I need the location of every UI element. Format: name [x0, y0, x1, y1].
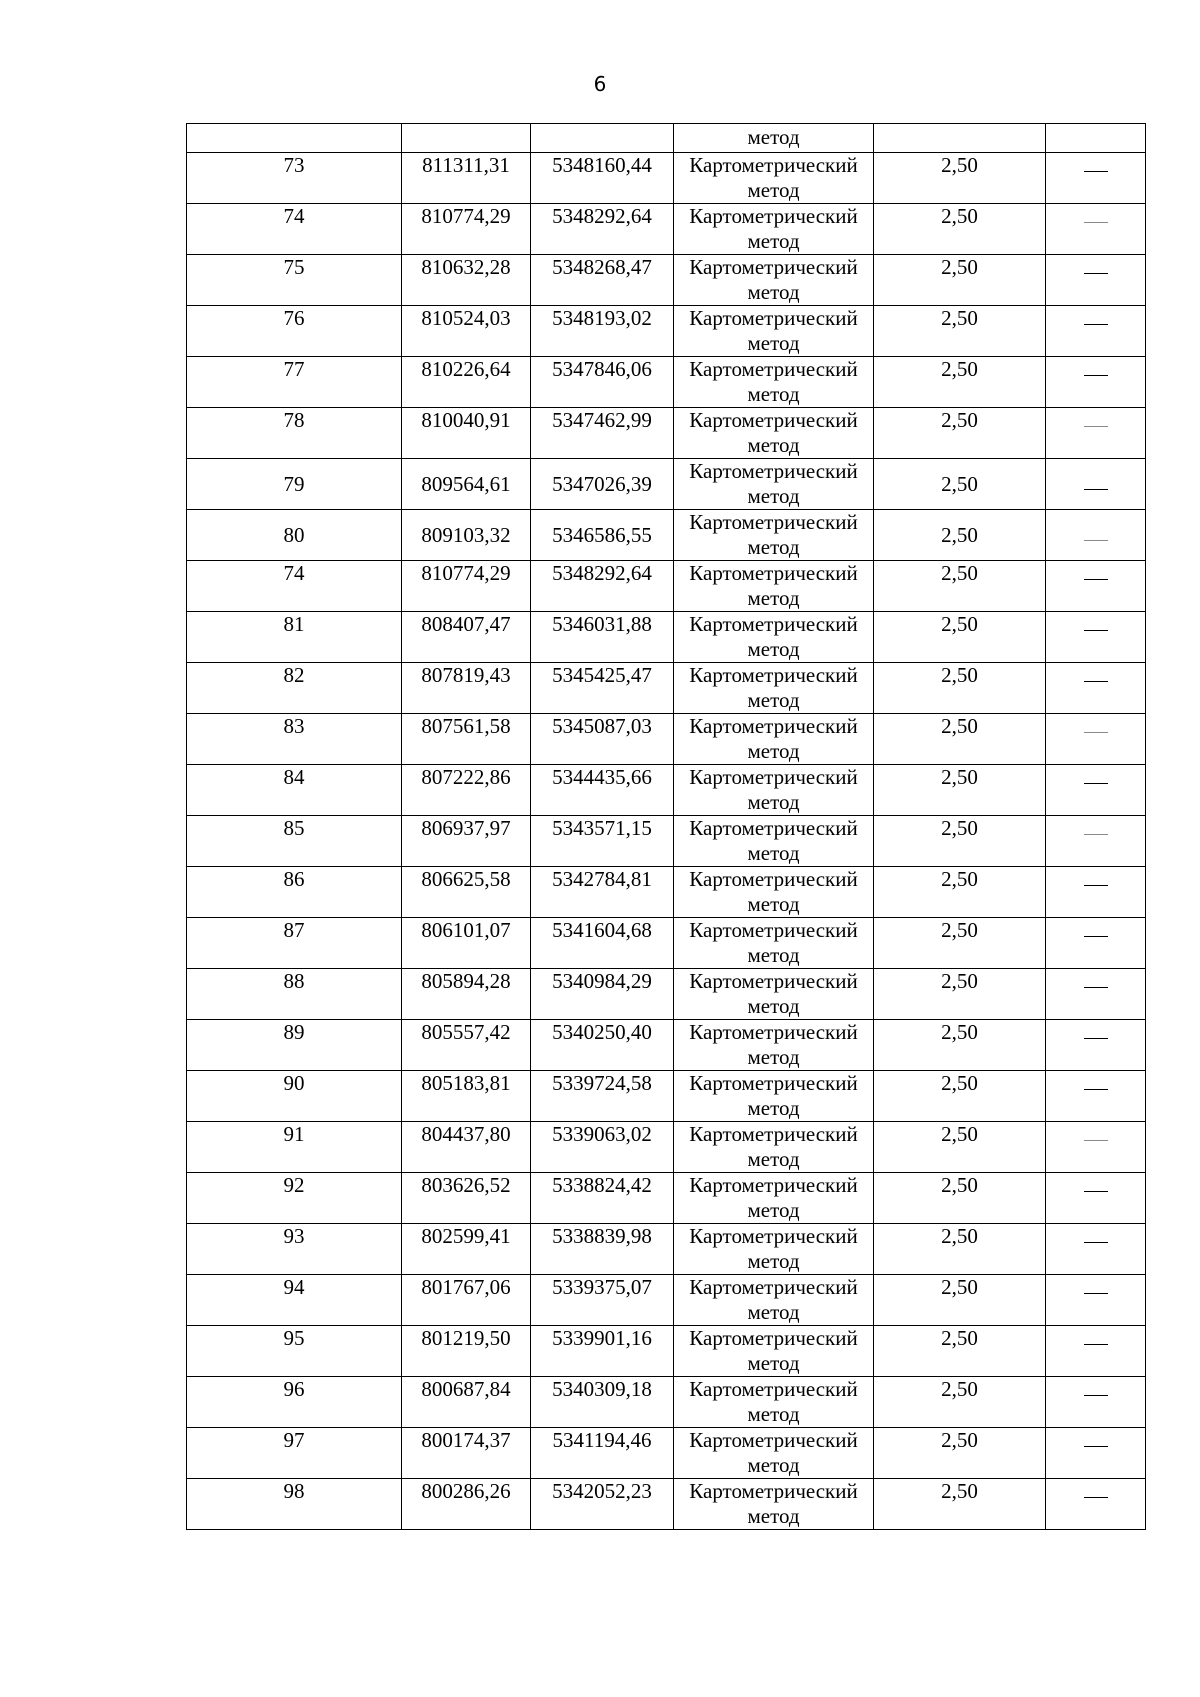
point-number-cell: 90	[187, 1071, 402, 1122]
dash-mark	[1084, 732, 1108, 733]
accuracy-cell: 2,50	[874, 306, 1046, 357]
point-number-cell: 82	[187, 663, 402, 714]
table-row	[187, 306, 1146, 357]
note-cell	[1046, 1020, 1146, 1071]
accuracy-cell: 2,50	[874, 459, 1046, 510]
note-cell	[1046, 1479, 1146, 1530]
point-number-cell: 91	[187, 1122, 402, 1173]
accuracy-cell: 2,50	[874, 663, 1046, 714]
x-coordinate-cell: 809564,61	[402, 459, 531, 510]
dash-mark	[1084, 1140, 1108, 1141]
point-number-cell: 83	[187, 714, 402, 765]
note-cell	[1046, 204, 1146, 255]
accuracy-cell: 2,50	[874, 1275, 1046, 1326]
table-row	[187, 408, 1146, 459]
accuracy-cell: 2,50	[874, 867, 1046, 918]
y-coordinate-cell: 5343571,15	[531, 816, 674, 867]
dash-mark	[1084, 540, 1108, 541]
dash-mark	[1084, 222, 1108, 223]
accuracy-cell: 2,50	[874, 204, 1046, 255]
x-coordinate-cell: 810774,29	[402, 561, 531, 612]
continued-row	[187, 124, 1146, 153]
point-number-cell: 88	[187, 969, 402, 1020]
dash-mark	[1084, 1038, 1108, 1039]
dash-mark	[1084, 1395, 1108, 1396]
table-row	[187, 1071, 1146, 1122]
x-coordinate-cell: 802599,41	[402, 1224, 531, 1275]
table-row	[187, 867, 1146, 918]
method-cell: Картометрический метод	[674, 1020, 874, 1071]
method-cell: Картометрический метод	[674, 561, 874, 612]
y-coordinate-cell: 5348193,02	[531, 306, 674, 357]
dash-mark	[1084, 936, 1108, 937]
y-coordinate-cell: 5339724,58	[531, 1071, 674, 1122]
page-number: 6	[593, 72, 607, 96]
note-cell	[1046, 867, 1146, 918]
table-cell	[874, 124, 1046, 153]
y-coordinate-cell: 5348160,44	[531, 153, 674, 204]
table-cell	[402, 124, 531, 153]
accuracy-cell: 2,50	[874, 510, 1046, 561]
point-number-cell: 73	[187, 153, 402, 204]
table-row	[187, 1122, 1146, 1173]
table-row	[187, 357, 1146, 408]
dash-mark	[1084, 426, 1108, 427]
dash-mark	[1084, 783, 1108, 784]
note-cell	[1046, 153, 1146, 204]
y-coordinate-cell: 5347026,39	[531, 459, 674, 510]
x-coordinate-cell: 801219,50	[402, 1326, 531, 1377]
point-number-cell: 74	[187, 204, 402, 255]
table-row	[187, 1275, 1146, 1326]
note-cell	[1046, 561, 1146, 612]
note-cell	[1046, 816, 1146, 867]
note-cell	[1046, 1071, 1146, 1122]
y-coordinate-cell: 5348292,64	[531, 561, 674, 612]
point-number-cell: 79	[187, 459, 402, 510]
x-coordinate-cell: 807561,58	[402, 714, 531, 765]
x-coordinate-cell: 808407,47	[402, 612, 531, 663]
accuracy-cell: 2,50	[874, 1071, 1046, 1122]
table-row	[187, 918, 1146, 969]
method-cell: Картометрический метод	[674, 1275, 874, 1326]
dash-mark	[1084, 987, 1108, 988]
y-coordinate-cell: 5340309,18	[531, 1377, 674, 1428]
point-number-cell: 81	[187, 612, 402, 663]
note-cell	[1046, 1224, 1146, 1275]
dash-mark	[1084, 1497, 1108, 1498]
point-number-cell: 94	[187, 1275, 402, 1326]
note-cell	[1046, 765, 1146, 816]
point-number-cell: 97	[187, 1428, 402, 1479]
accuracy-cell: 2,50	[874, 612, 1046, 663]
x-coordinate-cell: 805557,42	[402, 1020, 531, 1071]
note-cell	[1046, 459, 1146, 510]
x-coordinate-cell: 805183,81	[402, 1071, 531, 1122]
dash-mark	[1084, 1446, 1108, 1447]
table-row	[187, 1479, 1146, 1530]
y-coordinate-cell: 5340984,29	[531, 969, 674, 1020]
method-cell: Картометрический метод	[674, 459, 874, 510]
accuracy-cell: 2,50	[874, 1224, 1046, 1275]
note-cell	[1046, 714, 1146, 765]
method-cell: Картометрический метод	[674, 663, 874, 714]
table-row	[187, 765, 1146, 816]
y-coordinate-cell: 5348268,47	[531, 255, 674, 306]
accuracy-cell: 2,50	[874, 255, 1046, 306]
method-cell: Картометрический метод	[674, 306, 874, 357]
note-cell	[1046, 357, 1146, 408]
note-cell	[1046, 1428, 1146, 1479]
table-row	[187, 510, 1146, 561]
method-cell: Картометрический метод	[674, 612, 874, 663]
point-number-cell: 77	[187, 357, 402, 408]
method-cell: Картометрический метод	[674, 867, 874, 918]
dash-mark	[1084, 1242, 1108, 1243]
method-cell: Картометрический метод	[674, 1479, 874, 1530]
x-coordinate-cell: 810040,91	[402, 408, 531, 459]
table-cell	[1046, 124, 1146, 153]
x-coordinate-cell: 810226,64	[402, 357, 531, 408]
dash-mark	[1084, 375, 1108, 376]
table-row	[187, 1428, 1146, 1479]
point-number-cell: 89	[187, 1020, 402, 1071]
accuracy-cell: 2,50	[874, 1428, 1046, 1479]
method-cell: Картометрический метод	[674, 1326, 874, 1377]
method-cell: Картометрический метод	[674, 1122, 874, 1173]
dash-mark	[1084, 579, 1108, 580]
y-coordinate-cell: 5347846,06	[531, 357, 674, 408]
x-coordinate-cell: 810774,29	[402, 204, 531, 255]
x-coordinate-cell: 810632,28	[402, 255, 531, 306]
note-cell	[1046, 1377, 1146, 1428]
note-cell	[1046, 1173, 1146, 1224]
x-coordinate-cell: 804437,80	[402, 1122, 531, 1173]
dash-mark	[1084, 1293, 1108, 1294]
table-row	[187, 204, 1146, 255]
y-coordinate-cell: 5346031,88	[531, 612, 674, 663]
x-coordinate-cell: 800174,37	[402, 1428, 531, 1479]
table-row	[187, 714, 1146, 765]
x-coordinate-cell: 803626,52	[402, 1173, 531, 1224]
x-coordinate-cell: 810524,03	[402, 306, 531, 357]
accuracy-cell: 2,50	[874, 408, 1046, 459]
method-cell: Картометрический метод	[674, 1428, 874, 1479]
method-cell: Картометрический метод	[674, 1071, 874, 1122]
note-cell	[1046, 918, 1146, 969]
accuracy-cell: 2,50	[874, 357, 1046, 408]
note-cell	[1046, 1326, 1146, 1377]
y-coordinate-cell: 5340250,40	[531, 1020, 674, 1071]
method-cell: метод	[674, 124, 874, 153]
x-coordinate-cell: 800286,26	[402, 1479, 531, 1530]
table-row	[187, 459, 1146, 510]
note-cell	[1046, 408, 1146, 459]
note-cell	[1046, 306, 1146, 357]
note-cell	[1046, 510, 1146, 561]
dash-mark	[1084, 1191, 1108, 1192]
x-coordinate-cell: 811311,31	[402, 153, 531, 204]
accuracy-cell: 2,50	[874, 1020, 1046, 1071]
table-row	[187, 561, 1146, 612]
dash-mark	[1084, 681, 1108, 682]
x-coordinate-cell: 805894,28	[402, 969, 531, 1020]
point-number-cell: 74	[187, 561, 402, 612]
y-coordinate-cell: 5341194,46	[531, 1428, 674, 1479]
dash-mark	[1084, 630, 1108, 631]
x-coordinate-cell: 806625,58	[402, 867, 531, 918]
table-row	[187, 969, 1146, 1020]
point-number-cell: 84	[187, 765, 402, 816]
point-number-cell: 85	[187, 816, 402, 867]
table-row	[187, 153, 1146, 204]
accuracy-cell: 2,50	[874, 969, 1046, 1020]
table-row	[187, 1020, 1146, 1071]
dash-mark	[1084, 885, 1108, 886]
y-coordinate-cell: 5341604,68	[531, 918, 674, 969]
note-cell	[1046, 255, 1146, 306]
x-coordinate-cell: 809103,32	[402, 510, 531, 561]
accuracy-cell: 2,50	[874, 561, 1046, 612]
accuracy-cell: 2,50	[874, 153, 1046, 204]
y-coordinate-cell: 5339901,16	[531, 1326, 674, 1377]
x-coordinate-cell: 806101,07	[402, 918, 531, 969]
method-cell: Картометрический метод	[674, 204, 874, 255]
y-coordinate-cell: 5345087,03	[531, 714, 674, 765]
method-cell: Картометрический метод	[674, 1224, 874, 1275]
coordinates-table-body	[187, 124, 1146, 1530]
point-number-cell: 87	[187, 918, 402, 969]
method-cell: Картометрический метод	[674, 153, 874, 204]
table-row	[187, 816, 1146, 867]
method-cell: Картометрический метод	[674, 765, 874, 816]
point-number-cell: 98	[187, 1479, 402, 1530]
x-coordinate-cell: 807819,43	[402, 663, 531, 714]
note-cell	[1046, 612, 1146, 663]
x-coordinate-cell: 800687,84	[402, 1377, 531, 1428]
method-cell: Картометрический метод	[674, 408, 874, 459]
table-row	[187, 663, 1146, 714]
method-cell: Картометрический метод	[674, 1377, 874, 1428]
accuracy-cell: 2,50	[874, 1479, 1046, 1530]
point-number-cell: 78	[187, 408, 402, 459]
method-cell: Картометрический метод	[674, 714, 874, 765]
accuracy-cell: 2,50	[874, 918, 1046, 969]
accuracy-cell: 2,50	[874, 816, 1046, 867]
accuracy-cell: 2,50	[874, 1377, 1046, 1428]
method-cell: Картометрический метод	[674, 1173, 874, 1224]
dash-mark	[1084, 273, 1108, 274]
table-row	[187, 1326, 1146, 1377]
point-number-cell: 75	[187, 255, 402, 306]
method-cell: Картометрический метод	[674, 918, 874, 969]
table-row	[187, 612, 1146, 663]
table-row	[187, 1224, 1146, 1275]
x-coordinate-cell: 806937,97	[402, 816, 531, 867]
y-coordinate-cell: 5346586,55	[531, 510, 674, 561]
y-coordinate-cell: 5338839,98	[531, 1224, 674, 1275]
y-coordinate-cell: 5348292,64	[531, 204, 674, 255]
note-cell	[1046, 969, 1146, 1020]
dash-mark	[1084, 324, 1108, 325]
point-number-cell: 93	[187, 1224, 402, 1275]
y-coordinate-cell: 5339063,02	[531, 1122, 674, 1173]
dash-mark	[1084, 489, 1108, 490]
y-coordinate-cell: 5347462,99	[531, 408, 674, 459]
accuracy-cell: 2,50	[874, 1326, 1046, 1377]
point-number-cell: 80	[187, 510, 402, 561]
method-cell: Картометрический метод	[674, 816, 874, 867]
accuracy-cell: 2,50	[874, 714, 1046, 765]
method-cell: Картометрический метод	[674, 510, 874, 561]
point-number-cell: 95	[187, 1326, 402, 1377]
accuracy-cell: 2,50	[874, 765, 1046, 816]
point-number-cell: 76	[187, 306, 402, 357]
dash-mark	[1084, 171, 1108, 172]
method-cell: Картометрический метод	[674, 357, 874, 408]
note-cell	[1046, 1275, 1146, 1326]
point-number-cell: 96	[187, 1377, 402, 1428]
y-coordinate-cell: 5342784,81	[531, 867, 674, 918]
method-cell: Картометрический метод	[674, 255, 874, 306]
note-cell	[1046, 663, 1146, 714]
table-row	[187, 1173, 1146, 1224]
method-cell: Картометрический метод	[674, 969, 874, 1020]
y-coordinate-cell: 5344435,66	[531, 765, 674, 816]
y-coordinate-cell: 5342052,23	[531, 1479, 674, 1530]
accuracy-cell: 2,50	[874, 1122, 1046, 1173]
x-coordinate-cell: 807222,86	[402, 765, 531, 816]
x-coordinate-cell: 801767,06	[402, 1275, 531, 1326]
point-number-cell: 92	[187, 1173, 402, 1224]
dash-mark	[1084, 1089, 1108, 1090]
table-row	[187, 1377, 1146, 1428]
coordinates-table	[186, 123, 1146, 1530]
table-row	[187, 255, 1146, 306]
dash-mark	[1084, 1344, 1108, 1345]
dash-mark	[1084, 834, 1108, 835]
y-coordinate-cell: 5345425,47	[531, 663, 674, 714]
point-number-cell: 86	[187, 867, 402, 918]
table-cell	[187, 124, 402, 153]
accuracy-cell: 2,50	[874, 1173, 1046, 1224]
note-cell	[1046, 1122, 1146, 1173]
y-coordinate-cell: 5338824,42	[531, 1173, 674, 1224]
table-cell	[531, 124, 674, 153]
y-coordinate-cell: 5339375,07	[531, 1275, 674, 1326]
